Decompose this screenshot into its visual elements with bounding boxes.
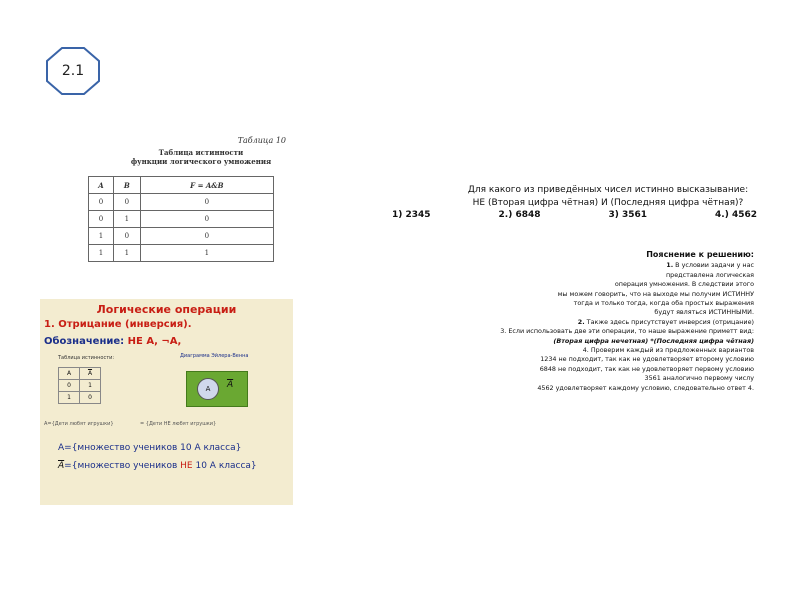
table-caption-line1: Таблица истинности	[158, 148, 244, 157]
explanation-line	[374, 318, 754, 327]
table-row	[59, 392, 101, 404]
explanation-line: операция умножения. В следствии этого	[614, 280, 754, 289]
answer-option: 4.) 4562	[715, 210, 757, 220]
table-cell: А	[59, 368, 80, 380]
header-f: F = A&B	[140, 177, 273, 194]
mini-table-label: Таблица истинности:	[58, 355, 115, 361]
answer-option: 1) 2345	[392, 210, 431, 220]
caption-b: = {Дети НЕ любят игрушки}	[140, 421, 217, 427]
check-line: 1234 не подходит, так как не удовлетворяет второму условию	[540, 355, 754, 364]
explanation-line: представлена логическая	[666, 270, 754, 279]
table-row	[59, 380, 101, 392]
table-cell: 1	[89, 228, 114, 245]
table-cell: 0	[89, 211, 114, 228]
explanation-line: мы можем говорить, что на выходе мы получим ИСТИННУ	[557, 289, 754, 298]
expression-line: (Вторая цифра нечетная) *(Последняя цифра чётная)	[553, 336, 754, 345]
table-cell: 1	[140, 245, 273, 262]
explanation-line: тогда и только тогда, когда оба простых выражения	[573, 299, 754, 308]
answer-option: 2.) 6848	[498, 210, 541, 220]
table-row	[89, 211, 274, 228]
header-b: B	[113, 177, 140, 194]
table-number: Таблица 10	[237, 136, 286, 145]
answer-options	[392, 210, 757, 220]
slide-number: 2.1	[61, 63, 85, 79]
logic-ops-subtitle: 1. Отрицание (инверсия).	[44, 319, 192, 330]
caption-a: А={Дети любят игрушки}	[44, 421, 114, 427]
explanation-heading: Пояснение к решению:	[646, 250, 754, 259]
explanation-line: 4. Проверим каждый из предложенных вариантов	[582, 346, 754, 355]
set-b-not: НЕ	[180, 461, 193, 471]
table-cell: 0	[140, 194, 273, 211]
set-b-prefix: А	[58, 461, 65, 471]
table-row	[89, 194, 274, 211]
table-cell: 1	[113, 211, 140, 228]
question-line1: Для какого из приведённых чисел истинно высказывание:	[467, 185, 749, 195]
set-b-text1: ={множество учеников	[64, 461, 181, 471]
venn-complement-text: А	[227, 380, 234, 390]
explanation-line: 3. Если использовать две эти операции, то наше выражение приметт вид:	[500, 327, 754, 336]
set-a: А={множество учеников 10 А класса}	[58, 443, 242, 453]
point-number: 1.	[666, 261, 674, 270]
check-line: 3561 аналогично первому числу	[644, 374, 754, 383]
question-line2: НЕ (Вторая цифра чётная) И (Последняя цифра чётная)?	[472, 198, 744, 208]
explanation-line: будут являться ИСТИННЫМИ.	[654, 308, 754, 317]
table-cell: 0	[89, 194, 114, 211]
table-caption-line2: функции логического умножения	[130, 157, 272, 166]
truth-table-image	[86, 136, 286, 270]
negation-table	[58, 367, 101, 404]
table-cell: А	[80, 368, 101, 380]
table-row	[59, 368, 101, 380]
truth-table	[88, 176, 274, 262]
table-row	[89, 228, 274, 245]
explanation-line	[374, 261, 754, 270]
table-header-row	[89, 177, 274, 194]
table-cell: 1	[89, 245, 114, 262]
check-line: 6848 не подходит, так как не удовлетворяет первому условию	[539, 364, 754, 373]
table-cell: 0	[59, 380, 80, 392]
answer-option: 3) 3561	[608, 210, 648, 220]
venn-diagram-label: Диаграмма Эйлера-Венна	[180, 353, 249, 359]
logic-operations-image	[40, 299, 293, 505]
table-cell: 1	[113, 245, 140, 262]
designation	[44, 336, 181, 347]
table-cell: 0	[113, 194, 140, 211]
table-cell: 0	[140, 228, 273, 245]
explanation-text: Также здесь присутствует инверсия (отрицание)	[584, 317, 754, 326]
check-line: 4562 удовлетворяет каждому условию, следовательно ответ 4.	[537, 383, 754, 392]
header-a: A	[89, 177, 114, 194]
table-cell: 1	[59, 392, 80, 404]
table-row	[89, 245, 274, 262]
explanation-block	[374, 250, 754, 393]
explanation-text: В условии задачи у нас	[673, 261, 754, 270]
table-cell: 1	[80, 380, 101, 392]
designation-label: Обозначение:	[44, 336, 125, 347]
venn-complement	[227, 380, 233, 390]
table-cell: 0	[113, 228, 140, 245]
logic-ops-title: Логические операции	[96, 303, 237, 316]
designation-value: НЕ А, ¬А,	[127, 336, 182, 347]
table-cell: 0	[140, 211, 273, 228]
venn-circle: А	[197, 378, 219, 400]
set-b	[58, 461, 257, 471]
table-cell: 0	[80, 392, 101, 404]
table-caption	[126, 148, 276, 166]
set-b-text2: 10 А класса}	[192, 461, 257, 471]
point-number: 2.	[577, 317, 585, 326]
slide-number-badge	[46, 47, 100, 95]
venn-diagram	[186, 371, 248, 407]
